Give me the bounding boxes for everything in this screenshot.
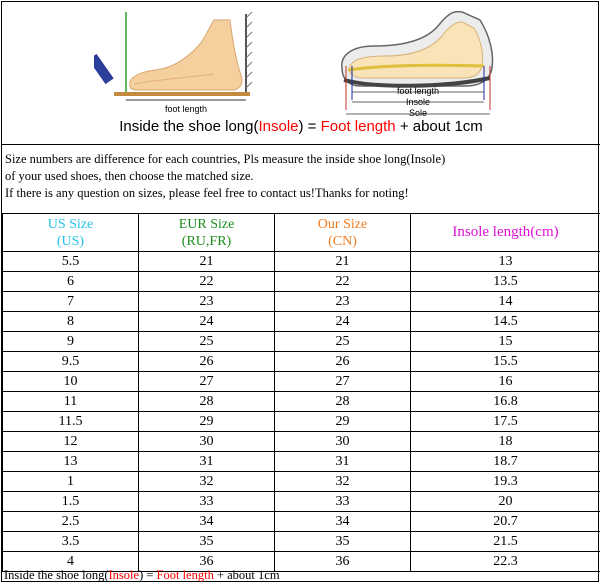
table-cell: 31: [275, 452, 411, 472]
table-cell: 11.5: [3, 412, 139, 432]
table-cell: 22: [275, 272, 411, 292]
table-cell: 28: [139, 392, 275, 412]
table-cell: 29: [275, 412, 411, 432]
table-row: [3, 452, 600, 472]
table-cell: 23: [139, 292, 275, 312]
footer-equals: ) =: [139, 568, 157, 582]
table-cell: 4: [3, 552, 139, 572]
table-cell: 23: [275, 292, 411, 312]
illustrations: [2, 2, 600, 118]
table-cell: 34: [275, 512, 411, 532]
foot-length-label: foot length: [164, 104, 208, 114]
footer-suffix: + about 1cm: [213, 568, 280, 582]
caption-insole: Insole: [258, 118, 299, 135]
table-cell: 7: [3, 292, 139, 312]
footer-insole: Insole: [108, 568, 140, 582]
table-cell: 1.5: [3, 492, 139, 512]
table-row: [3, 272, 600, 292]
table-cell: 1: [3, 472, 139, 492]
table-cell: 16: [411, 372, 600, 392]
header-our-size: Our Size (CN): [275, 214, 411, 252]
shoe-section-illustration: [334, 6, 504, 118]
table-cell: 13.5: [411, 272, 600, 292]
table-cell: 12: [3, 432, 139, 452]
table-cell: 22.3: [411, 552, 600, 572]
table-row: [3, 492, 600, 512]
table-cell: 20: [411, 492, 600, 512]
shoe-sole-label: Sole: [408, 108, 428, 118]
table-cell: 2.5: [3, 512, 139, 532]
table-cell: 29: [139, 412, 275, 432]
table-cell: 16.8: [411, 392, 600, 412]
table-cell: 33: [139, 492, 275, 512]
foot-measure-illustration: [94, 8, 274, 116]
table-cell: 15: [411, 332, 600, 352]
table-row: [3, 432, 600, 452]
table-cell: 19.3: [411, 472, 600, 492]
table-cell: 25: [275, 332, 411, 352]
table-row: [3, 312, 600, 332]
size-table: [2, 213, 600, 572]
footer-prefix: Inside the shoe long(: [4, 568, 109, 582]
table-cell: 35: [275, 532, 411, 552]
table-cell: 28: [275, 392, 411, 412]
table-cell: 32: [275, 472, 411, 492]
table-cell: 17.5: [411, 412, 600, 432]
table-cell: 3.5: [3, 532, 139, 552]
table-cell: 15.5: [411, 352, 600, 372]
shoe-insole-label: Insole: [405, 97, 431, 107]
table-cell: 22: [139, 272, 275, 292]
header-us-size: US Size (US): [3, 214, 139, 252]
footer-foot-length: Foot length: [156, 568, 214, 582]
table-cell: 6: [3, 272, 139, 292]
table-cell: 9: [3, 332, 139, 352]
table-cell: 32: [139, 472, 275, 492]
table-row: [3, 532, 600, 552]
table-cell: 36: [275, 552, 411, 572]
table-row: [3, 512, 600, 532]
table-cell: 18: [411, 432, 600, 452]
table-cell: 34: [139, 512, 275, 532]
table-cell: 21: [139, 252, 275, 272]
table-cell: 24: [275, 312, 411, 332]
caption-foot-length: Foot length: [320, 118, 396, 135]
table-header-row: [3, 214, 600, 252]
table-cell: 5.5: [3, 252, 139, 272]
table-row: [3, 372, 600, 392]
measure-caption: [2, 118, 600, 136]
table-cell: 21: [275, 252, 411, 272]
table-cell: 13: [411, 252, 600, 272]
size-chart: [1, 1, 599, 582]
note-line: of your used shoes, then choose the matched size.: [5, 169, 254, 183]
table-cell: 27: [139, 372, 275, 392]
caption-suffix: + about 1cm: [395, 118, 483, 135]
table-row: [3, 252, 600, 272]
table-cell: 27: [275, 372, 411, 392]
note-line: If there is any question on sizes, please feel free to contact us!Thanks for noting!: [5, 186, 409, 200]
table-cell: 21.5: [411, 532, 600, 552]
table-cell: 35: [139, 532, 275, 552]
table-cell: 24: [139, 312, 275, 332]
table-cell: 25: [139, 332, 275, 352]
table-cell: 10: [3, 372, 139, 392]
table-row: [3, 332, 600, 352]
table-cell: 26: [139, 352, 275, 372]
table-cell: 14.5: [411, 312, 600, 332]
table-cell: 31: [139, 452, 275, 472]
table-row: [3, 292, 600, 312]
shoe-foot-length-label: foot length: [396, 86, 440, 96]
footer-caption: [4, 568, 280, 582]
table-row: [3, 472, 600, 492]
note-line: Size numbers are difference for each countries, Pls measure the inside shoe long(Insole): [5, 152, 446, 166]
divider: [2, 144, 600, 145]
table-cell: 8: [3, 312, 139, 332]
table-cell: 30: [275, 432, 411, 452]
table-cell: 9.5: [3, 352, 139, 372]
table-cell: 11: [3, 392, 139, 412]
table-cell: 26: [275, 352, 411, 372]
caption-equals: ) =: [298, 118, 321, 135]
caption-prefix: Inside the shoe long(: [119, 118, 259, 135]
header-insole-length: Insole length(cm): [411, 214, 600, 252]
header-eur-size: EUR Size (RU,FR): [139, 214, 275, 252]
table-cell: 14: [411, 292, 600, 312]
table-cell: 33: [275, 492, 411, 512]
table-cell: 20.7: [411, 512, 600, 532]
table-cell: 30: [139, 432, 275, 452]
size-notes: [5, 151, 597, 202]
table-row: [3, 392, 600, 412]
table-cell: 36: [139, 552, 275, 572]
table-cell: 18.7: [411, 452, 600, 472]
table-row: [3, 412, 600, 432]
table-row: [3, 352, 600, 372]
table-cell: 13: [3, 452, 139, 472]
size-rows: [3, 252, 600, 572]
